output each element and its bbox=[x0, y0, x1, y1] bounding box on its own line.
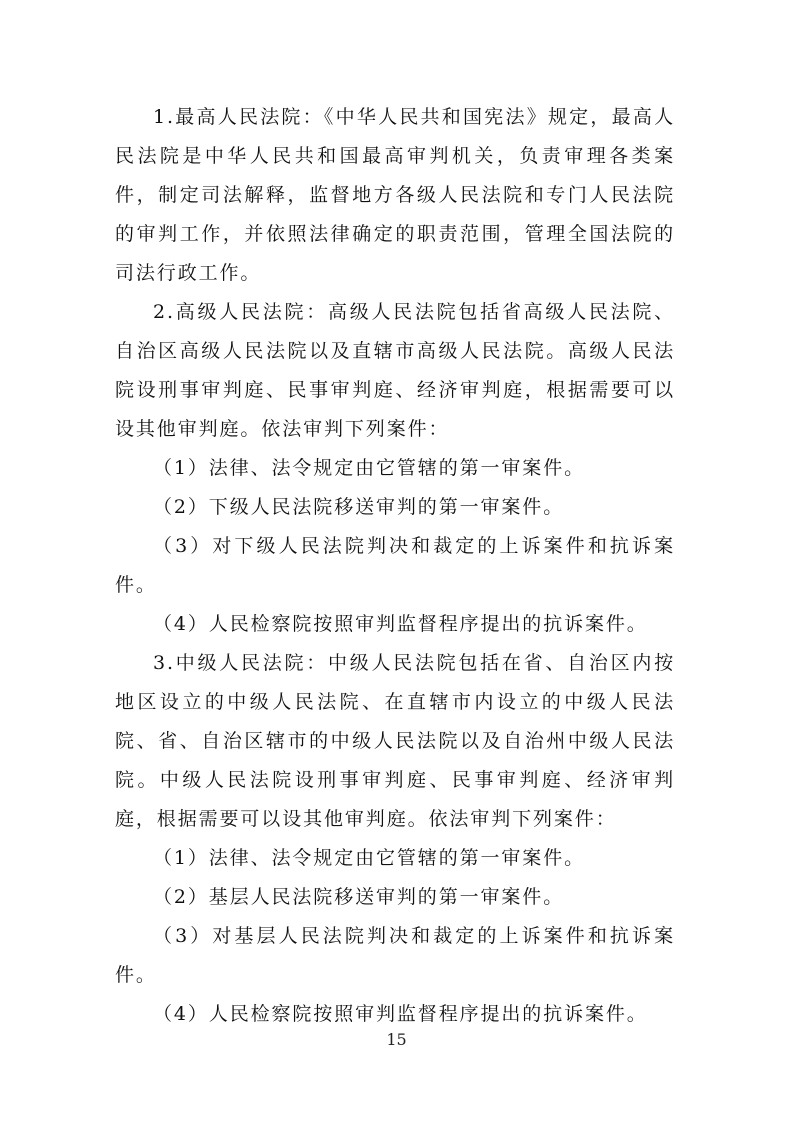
paragraph-supreme-court: 1.最高人民法院：《中华人民共和国宪法》规定，最高人民法院是中华人民共和国最高审判机关，负责审理各类案件，制定司法解释，监督地方各级人民法院和专门人民法院的审判工作，并依照法律确定的职责范围，管理全国法院的司法行政工作。 bbox=[115, 106, 675, 284]
document-body bbox=[115, 98, 675, 1034]
list-item-intermediate-court-3: （3）对基层人民法院判决和裁定的上诉案件和抗诉案件。 bbox=[115, 925, 675, 986]
list-item-intermediate-court-1: （1）法律、法令规定由它管辖的第一审案件。 bbox=[153, 847, 585, 869]
list-item-high-court-4: （4）人民检察院按照审判监督程序提出的抗诉案件。 bbox=[153, 613, 648, 635]
list-item-high-court-3: （3）对下级人民法院判决和裁定的上诉案件和抗诉案件。 bbox=[115, 535, 675, 596]
list-item-intermediate-court-4: （4）人民检察院按照审判监督程序提出的抗诉案件。 bbox=[153, 1003, 648, 1025]
page-number: 15 bbox=[386, 1030, 407, 1049]
paragraph-high-court: 2.高级人民法院：高级人民法院包括省高级人民法院、自治区高级人民法院以及直辖市高级人民法院。高级人民法院设刑事审判庭、民事审判庭、经济审判庭，根据需要可以设其他审判庭。依法审判下列案件： bbox=[115, 301, 675, 440]
list-item-high-court-2: （2）下级人民法院移送审判的第一审案件。 bbox=[153, 496, 565, 518]
list-item-intermediate-court-2: （2）基层人民法院移送审判的第一审案件。 bbox=[153, 886, 565, 908]
list-item-high-court-1: （1）法律、法令规定由它管辖的第一审案件。 bbox=[153, 457, 585, 479]
paragraph-intermediate-court: 3.中级人民法院：中级人民法院包括在省、自治区内按地区设立的中级人民法院、在直辖市内设立的中级人民法院、省、自治区辖市的中级人民法院以及自治州中级人民法院。中级人民法院设刑事审判庭、民事审判庭、经济审判庭，根据需要可以设其他审判庭。依法审判下列案件： bbox=[115, 652, 675, 830]
